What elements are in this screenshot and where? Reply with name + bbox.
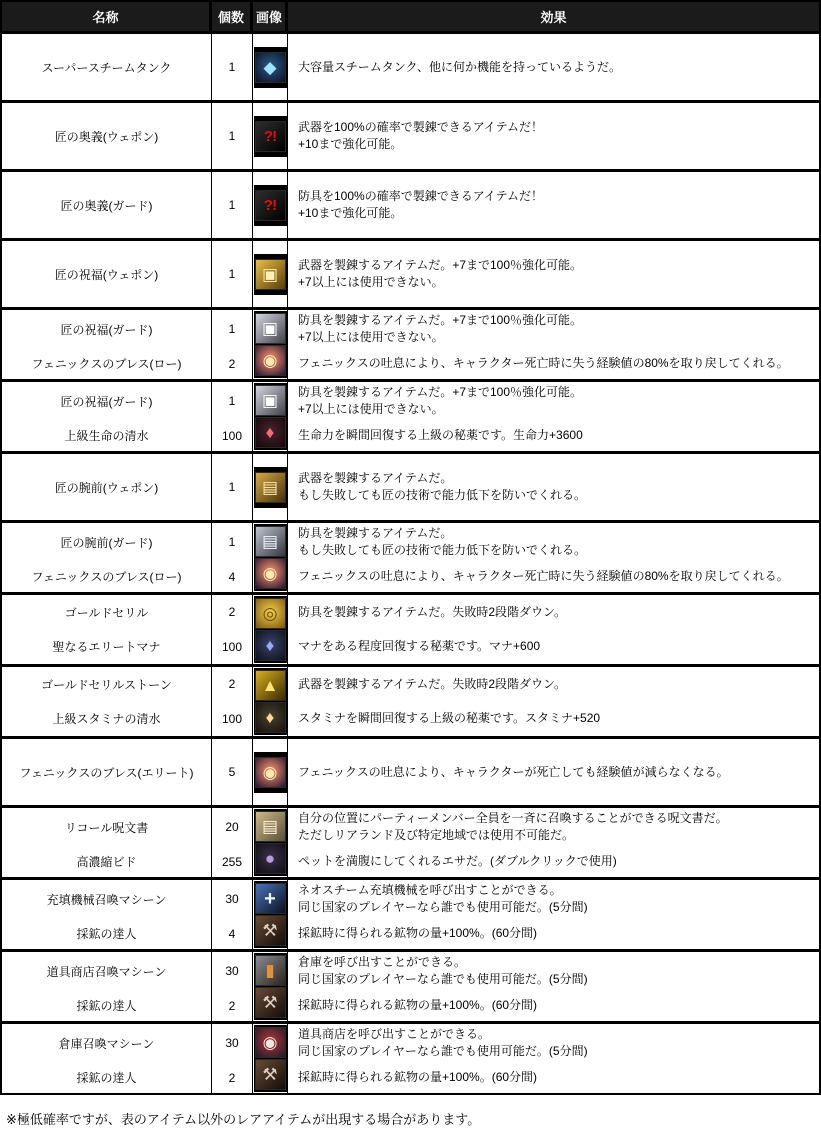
table-row — [2, 667, 819, 739]
item-effect-line: 同じ国家のプレイヤーなら誰でも使用可能だ。(5分間) — [298, 900, 588, 915]
icon-glyph: ▲ — [261, 676, 279, 695]
item-name: 匠の祝福(ウェポン) — [54, 267, 159, 282]
item-name: 匠の奥義(ガード) — [60, 198, 153, 213]
item-count: 1 — [228, 198, 236, 212]
table-row — [2, 454, 819, 523]
item-name: 匠の腕前(ウェポン) — [54, 480, 159, 495]
item-name: 上級生命の清水 — [64, 429, 149, 444]
item-image-stack — [254, 524, 287, 591]
item-count: 2 — [228, 998, 236, 1013]
item-count: 1 — [228, 480, 236, 494]
icon-glyph: ◆ — [263, 57, 277, 77]
item-effect-line: フェニックスの吐息により、キャラクター死亡時に失う経験値の80%を取り戻してくれる。 — [298, 356, 789, 371]
gold-scroll-icon — [255, 472, 286, 503]
unknown-item-icon — [255, 190, 286, 221]
icon-glyph: + — [264, 887, 276, 910]
item-effect — [288, 918, 819, 949]
item-effect-line: 防具を100%の確率で製錬できるアイテムだ！ — [298, 189, 544, 203]
icon-glyph: ◉ — [262, 564, 278, 583]
column-header-image: 画像 — [253, 2, 288, 31]
item-count: 1 — [228, 129, 236, 143]
icon-glyph: ▣ — [261, 264, 279, 284]
item-count: 255 — [221, 854, 243, 869]
item-count: 5 — [228, 765, 236, 779]
item-effect-line: 道具商店を呼び出すことができる。 — [298, 1027, 491, 1042]
recall-scroll-icon — [255, 811, 286, 842]
icon-glyph: ⚒ — [262, 993, 278, 1012]
item-effect — [288, 846, 819, 877]
table-row — [2, 808, 819, 880]
gold-machine-icon — [255, 259, 286, 290]
item-effect-line: 大容量スチームタンク、他に何か機能を持っているようだ。 — [298, 59, 622, 74]
item-image-stack — [254, 116, 287, 157]
item-effect — [288, 702, 819, 737]
item-image-stack — [254, 596, 287, 663]
icon-glyph: ⚒ — [262, 921, 278, 940]
item-effect-line: 防具を製錬するアイテムだ。+7まで100％強化可能。 — [298, 385, 583, 400]
item-effect — [288, 952, 819, 990]
item-effect-line: 同じ国家のプレイヤーなら誰でも使用可能だ。(5分間) — [298, 972, 588, 987]
item-count: 100 — [221, 711, 243, 726]
item-name: 匠の祝福(ガード) — [60, 394, 153, 409]
item-effect — [288, 454, 819, 520]
item-name: スーパースチームタンク — [41, 60, 172, 75]
icon-glyph: ▤ — [261, 817, 279, 836]
item-name: フェニックスのブレス(ロー) — [31, 357, 182, 372]
item-count: 100 — [221, 428, 243, 443]
item-effect-line: 同じ国家のプレイヤーなら誰でも使用可能だ。(5分間) — [298, 1044, 588, 1059]
item-name: 上級スタミナの清水 — [52, 712, 161, 727]
item-effect — [288, 595, 819, 630]
item-image-stack — [254, 953, 287, 1020]
icon-glyph: ◉ — [262, 1033, 278, 1052]
icon-glyph: ◉ — [262, 351, 278, 370]
item-count: 2 — [228, 677, 236, 692]
phoenix-orb-icon — [255, 757, 286, 788]
life-potion-icon — [255, 417, 286, 448]
icon-glyph: ◎ — [262, 604, 278, 623]
icon-glyph: ▣ — [261, 319, 279, 338]
item-effect-line: 採鉱時に得られる鉱物の量+100%。(60分間) — [298, 926, 538, 941]
item-image-stack — [254, 383, 287, 450]
table-row — [2, 952, 819, 1024]
item-name: 採鉱の達人 — [76, 999, 137, 1014]
item-count: 4 — [228, 569, 236, 584]
item-count: 30 — [225, 964, 239, 979]
item-effect-line: 生命力を瞬間回復する上級の秘薬です。生命力+3600 — [298, 428, 583, 443]
item-effect — [288, 241, 819, 307]
icon-glyph: ▣ — [261, 391, 279, 410]
item-count: 20 — [225, 820, 239, 835]
item-name: ゴールドセリルストーン — [41, 677, 172, 692]
pet-food-icon — [255, 843, 286, 874]
item-image-stack — [254, 467, 287, 508]
item-name: ゴールドセリル — [64, 605, 149, 620]
item-effect — [288, 880, 819, 918]
item-name: 倉庫召喚マシーン — [58, 1036, 155, 1051]
unknown-item-icon — [255, 121, 286, 152]
icon-glyph: ▤ — [261, 532, 279, 551]
item-count: 2 — [228, 605, 236, 620]
item-effect — [288, 739, 819, 805]
item-effect-line: ただしリアランド及び特定地域では使用不可能だ。 — [298, 828, 575, 843]
table-row — [2, 523, 819, 595]
icon-glyph: ♦ — [265, 423, 275, 442]
item-effect — [288, 34, 819, 100]
silver-machine-icon — [255, 313, 286, 344]
item-effect — [288, 667, 819, 702]
item-effect — [288, 420, 819, 451]
item-effect-line: もし失敗しても匠の技術で能力低下を防いでくれる。 — [298, 543, 587, 558]
table-row — [2, 739, 819, 808]
item-effect-line: フェニックスの吐息により、キャラクター死亡時に失う経験値の80%を取り戻してくれる。 — [298, 569, 789, 584]
icon-glyph: ▮ — [265, 961, 275, 980]
item-effect-line: 防具を製錬するアイテムだ。失敗時2段階ダウン。 — [298, 604, 567, 619]
phoenix-orb-icon — [255, 558, 286, 589]
item-image-stack — [254, 254, 287, 295]
item-effect-line: もし失敗しても匠の技術で能力低下を防いでくれる。 — [298, 488, 587, 502]
table-header — [2, 2, 819, 34]
column-header-effect: 効果 — [540, 10, 567, 25]
column-header-count: 個数 — [212, 2, 253, 31]
item-effect-line: 防具を製錬するアイテムだ。 — [298, 526, 453, 541]
silver-machine-icon — [255, 385, 286, 416]
item-count: 1 — [228, 322, 236, 337]
silver-scroll-icon — [255, 526, 286, 557]
item-name: 高濃縮ビド — [76, 855, 137, 870]
item-effect — [288, 808, 819, 846]
item-effect-line: 採鉱時に得られる鉱物の量+100%。(60分間) — [298, 998, 538, 1013]
item-count: 4 — [228, 926, 236, 941]
item-effect-line: 防具を製錬するアイテムだ。+7まで100％強化可能。 — [298, 313, 583, 328]
table-row — [2, 310, 819, 382]
item-count: 1 — [228, 394, 236, 409]
icon-glyph: ♦ — [265, 636, 275, 655]
table-row — [2, 1024, 819, 1093]
item-name: 匠の奥義(ウェポン) — [54, 129, 159, 144]
table-body — [2, 34, 819, 1093]
item-effect-line: 武器を100%の確率で製錬できるアイテムだ！ — [298, 120, 544, 134]
table-row — [2, 34, 819, 103]
gold-seril-stone-icon — [255, 670, 286, 701]
icon-glyph: ?! — [263, 196, 277, 214]
item-count: 2 — [228, 356, 236, 371]
item-effect-line: ペットを満腹にしてくれるエサだ。(ダブルクリックで使用) — [298, 854, 617, 869]
item-effect-line: 自分の位置にパーティーメンバー全員を一斉に召喚することができる呪文書だ。 — [298, 811, 728, 826]
item-image-stack — [254, 311, 287, 378]
item-effect — [288, 382, 819, 420]
column-header-name: 名称 — [2, 2, 212, 31]
item-effect — [288, 561, 819, 592]
item-effect — [288, 1062, 819, 1093]
item-image-stack — [254, 185, 287, 226]
item-name: リコール呪文書 — [64, 820, 149, 835]
item-effect-line: マナをある程度回復する秘薬です。マナ+600 — [298, 639, 541, 654]
item-count: 100 — [221, 639, 243, 654]
item-effect-line: 採鉱時に得られる鉱物の量+100%。(60分間) — [298, 1070, 538, 1085]
table-row — [2, 880, 819, 952]
item-image-stack — [254, 1025, 287, 1092]
item-effect-line: +7以上には使用できない。 — [298, 330, 444, 345]
item-effect-line: +10まで強化可能。 — [298, 137, 403, 151]
item-effect — [288, 348, 819, 379]
table-row — [2, 595, 819, 667]
item-name: 匠の祝福(ガード) — [60, 322, 153, 337]
item-image-stack — [254, 47, 287, 88]
item-effect — [288, 630, 819, 665]
item-image-stack — [254, 752, 287, 793]
item-image-stack — [254, 809, 287, 876]
item-name: 匠の腕前(ガード) — [60, 535, 153, 550]
icon-glyph: ?! — [263, 127, 277, 145]
icon-glyph: ● — [264, 849, 276, 868]
item-effect-line: ネオスチーム充填機械を呼び出すことができる。 — [298, 883, 562, 898]
item-effect — [288, 310, 819, 348]
item-name: 充填機械召喚マシーン — [46, 892, 167, 907]
item-effect — [288, 1024, 819, 1062]
pickaxe-icon — [255, 1059, 286, 1090]
stamina-potion-icon — [255, 702, 286, 733]
item-effect-line: 武器を製錬するアイテムだ。失敗時2段階ダウン。 — [298, 676, 567, 691]
icon-glyph: ⚒ — [262, 1065, 278, 1084]
item-effect-line: +10まで強化可能。 — [298, 206, 403, 220]
table-row — [2, 241, 819, 310]
item-effect — [288, 990, 819, 1021]
item-effect — [288, 172, 819, 238]
item-count: 1 — [228, 267, 236, 281]
item-effect-line: 武器を製錬するアイテムだ。 — [298, 471, 453, 485]
table-row — [2, 103, 819, 172]
icon-glyph: ▤ — [261, 477, 279, 497]
barrel-icon — [255, 955, 286, 986]
table-row — [2, 172, 819, 241]
footnote: ※極低確率ですが、表のアイテム以外のレアアイテムが出現する場合があります。 — [6, 1112, 481, 1127]
item-image-stack — [254, 668, 287, 735]
item-effect-line: 倉庫を呼び出すことができる。 — [298, 955, 467, 970]
charge-machine-icon — [255, 883, 286, 914]
item-effect-line: スタミナを瞬間回復する上級の秘薬です。スタミナ+520 — [298, 711, 601, 726]
item-image-stack — [254, 881, 287, 948]
icon-glyph: ◉ — [262, 762, 278, 782]
item-effect-line: 武器を製錬するアイテムだ。+7まで100％強化可能。 — [298, 258, 583, 272]
pickaxe-icon — [255, 987, 286, 1018]
item-name: フェニックスのブレス(ロー) — [31, 570, 182, 585]
item-effect-line: +7以上には使用できない。 — [298, 402, 444, 417]
pickaxe-icon — [255, 915, 286, 946]
item-count: 30 — [225, 1036, 239, 1051]
item-name: 道具商店召喚マシーン — [46, 964, 167, 979]
item-count: 30 — [225, 892, 239, 907]
item-effect-line: フェニックスの吐息により、キャラクターが死亡しても経験値が減らなくなる。 — [298, 764, 729, 779]
storage-emblem-icon — [255, 1027, 286, 1058]
item-name: 採鉱の達人 — [76, 1071, 137, 1086]
icon-glyph: ♦ — [265, 708, 275, 727]
item-count: 1 — [228, 535, 236, 550]
phoenix-orb-icon — [255, 345, 286, 376]
steam-tank-icon — [255, 52, 286, 83]
item-name: 採鉱の達人 — [76, 927, 137, 942]
item-name: 聖なるエリートマナ — [52, 640, 161, 655]
item-count: 2 — [228, 1070, 236, 1085]
table-row — [2, 382, 819, 454]
item-count: 1 — [228, 60, 236, 74]
item-name: フェニックスのブレス(エリート) — [19, 765, 194, 780]
item-effect — [288, 103, 819, 169]
gold-seril-coin-icon — [255, 598, 286, 629]
item-effect — [288, 523, 819, 561]
item-effect-line: +7以上には使用できない。 — [298, 275, 444, 289]
mana-potion-icon — [255, 630, 286, 661]
